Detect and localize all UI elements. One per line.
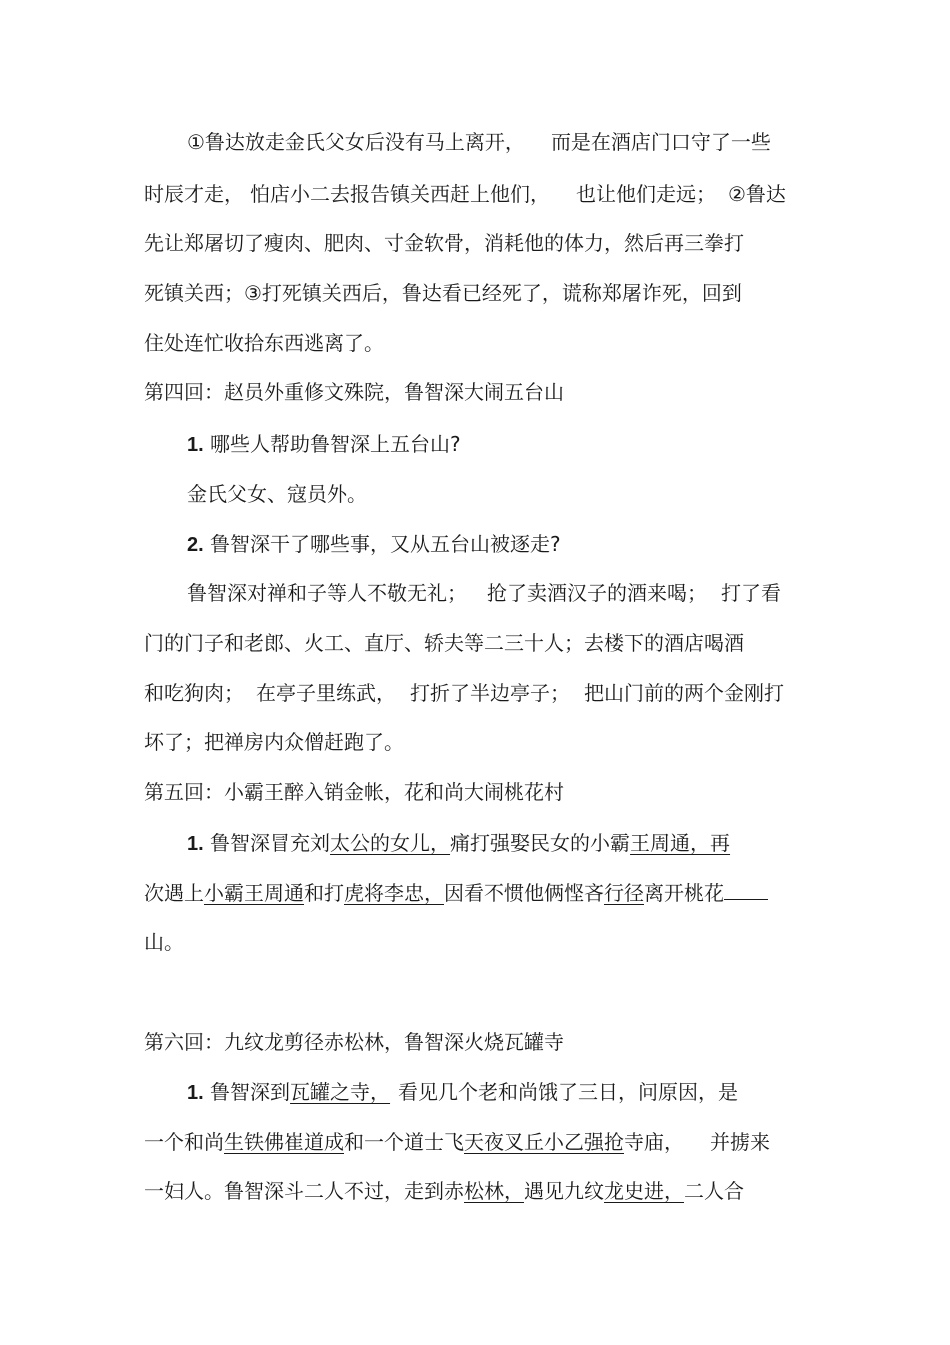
text: ②鲁达 <box>728 182 786 206</box>
underlined-answer: 虎将李忠， <box>344 881 444 905</box>
text: 也让他们走远； <box>576 182 716 206</box>
p1-line-3: 先让郑屠切了瘦肉、肥肉、寸金软骨，消耗他的体力，然后再三拳打 <box>144 231 744 255</box>
ch5-item-1-line-2 <box>144 879 768 907</box>
text: 并掳来 <box>710 1130 770 1154</box>
ch6-item-1-line-3 <box>144 1177 744 1205</box>
p1-line-1 <box>187 128 771 156</box>
p1-line-5: 住处连忙收拾东西逃离了。 <box>144 331 384 355</box>
text: 抢了卖酒汉子的酒来喝； <box>487 581 707 605</box>
text: 打了看 <box>721 581 781 605</box>
ch4-question-1 <box>187 430 461 459</box>
text: 次遇上 <box>144 881 204 905</box>
underlined-answer: 行径 <box>604 881 644 905</box>
question-number: 1. <box>187 833 204 855</box>
text: 二人合 <box>684 1179 744 1203</box>
chapter-6-title: 第六回：九纹龙剪径赤松林，鲁智深火烧瓦罐寺 <box>144 1030 564 1054</box>
underlined-answer: 松林， <box>464 1179 524 1203</box>
text: 和吃狗肉； <box>144 681 244 705</box>
text: 把山门前的两个金刚打 <box>584 681 784 705</box>
ch4-answer-2-line-1 <box>187 579 781 607</box>
text: 一妇人。鲁智深斗二人不过，走到赤 <box>144 1179 464 1203</box>
underlined-answer: 龙史进， <box>604 1179 684 1203</box>
chapter-5-title: 第五回：小霸王醉入销金帐，花和尚大闹桃花村 <box>144 780 564 804</box>
underlined-answer: 王周通，再 <box>630 831 731 855</box>
underlined-answer: 太公的女儿， <box>330 831 451 855</box>
question-number: 2. <box>187 534 204 556</box>
underlined-answer: 生铁佛崔道成 <box>224 1130 344 1154</box>
chapter-4-title: 第四回：赵员外重修文殊院，鲁智深大闹五台山 <box>144 380 564 404</box>
answer-blank <box>724 881 768 900</box>
ch4-answer-2-line-3 <box>144 679 784 707</box>
text: 一个和尚 <box>144 1130 224 1154</box>
ch6-item-1-line-1 <box>187 1078 738 1107</box>
text: ①鲁达放走金氏父女后没有马上离开， <box>187 130 525 154</box>
text: 鲁智深对禅和子等人不敬无礼； <box>187 581 467 605</box>
ch4-question-2 <box>187 530 561 559</box>
text: 鲁智深到 <box>210 1080 291 1104</box>
text: 看见几个老和尚饿了三日，问原因，是 <box>398 1080 739 1104</box>
text: 离开桃花 <box>644 881 724 905</box>
question-number: 1. <box>187 434 204 456</box>
p1-line-4: 死镇关西；③打死镇关西后，鲁达看已经死了，谎称郑屠诈死，回到 <box>144 281 742 305</box>
text: 遇见九纹 <box>524 1179 604 1203</box>
text: 痛打强娶民女的小霸 <box>450 831 631 855</box>
ch5-item-1-line-3: 山。 <box>144 930 184 954</box>
underlined-answer: 天夜叉丘小乙强抢 <box>464 1130 624 1154</box>
text: 怕店小二去报告镇关西赶上他们， <box>250 182 550 206</box>
text: 和一个道士飞 <box>344 1130 464 1154</box>
ch5-item-1-line-1 <box>187 829 730 858</box>
text: 打折了半边亭子； <box>410 681 570 705</box>
underlined-answer: 瓦罐之寺， <box>290 1080 391 1104</box>
ch4-answer-1: 金氏父女、寇员外。 <box>187 482 367 506</box>
question-number: 1. <box>187 1082 204 1104</box>
text: 时辰才走， <box>144 182 244 206</box>
question-text: 鲁智深干了哪些事，又从五台山被逐走? <box>210 532 561 556</box>
p1-line-2 <box>144 180 786 208</box>
ch6-item-1-line-2 <box>144 1128 770 1156</box>
ch4-answer-2-line-2: 门的门子和老郎、火工、直厅、轿夫等二三十人；去楼下的酒店喝酒 <box>144 631 744 655</box>
text: 寺庙， <box>624 1130 684 1154</box>
underlined-answer: 小霸王周通 <box>204 881 304 905</box>
text: 在亭子里练武， <box>256 681 396 705</box>
text: 鲁智深冒充刘 <box>210 831 331 855</box>
text: 和打 <box>304 881 344 905</box>
question-text: 哪些人帮助鲁智深上五台山? <box>210 432 461 456</box>
text: 因看不惯他俩悭吝 <box>444 881 604 905</box>
ch4-answer-2-line-4: 坏了；把禅房内众僧赶跑了。 <box>144 730 404 754</box>
text: 而是在酒店门口守了一些 <box>550 130 771 154</box>
